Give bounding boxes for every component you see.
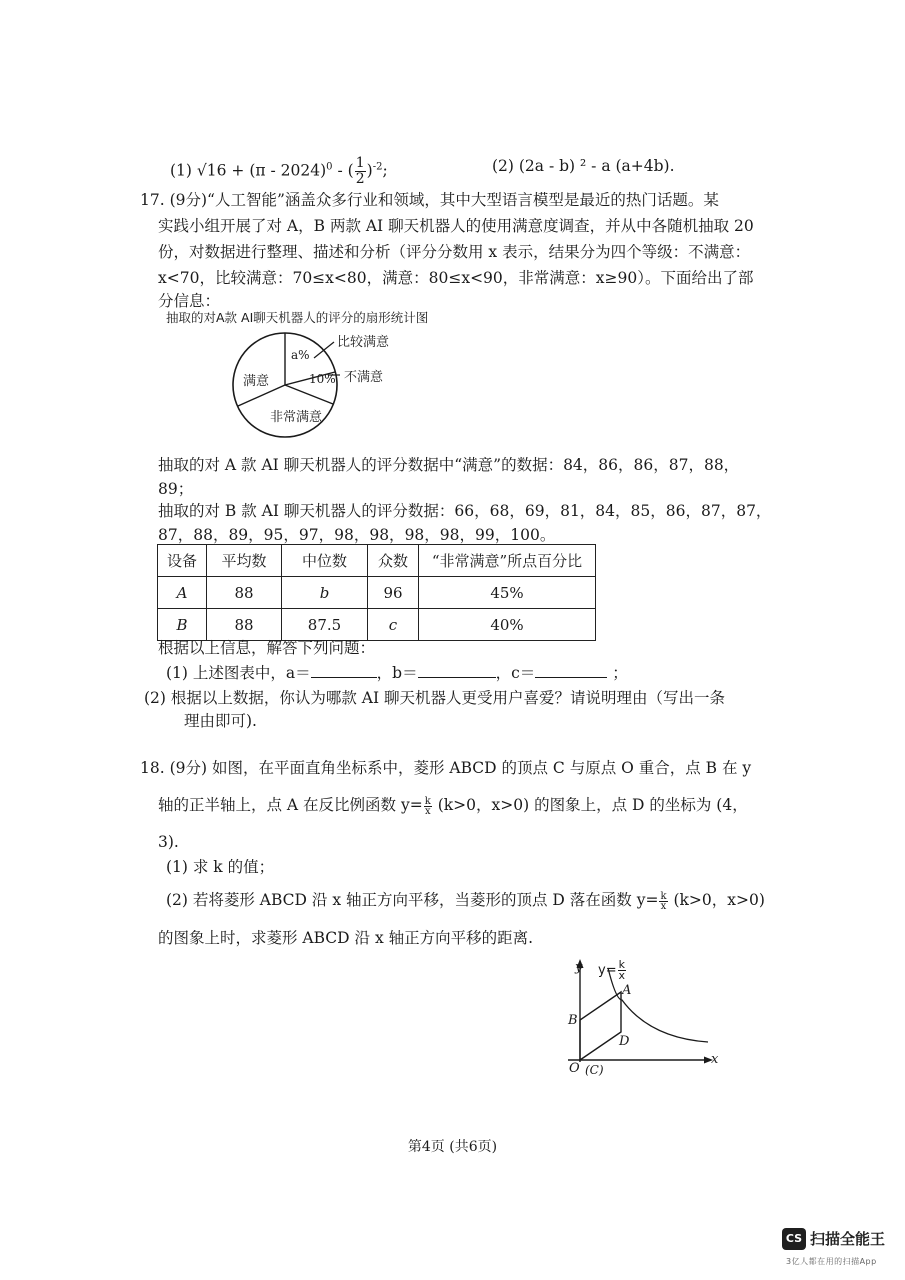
q18-line-3: 3). <box>158 833 179 851</box>
q16-part1-exponent-neg2: -2 <box>372 161 383 173</box>
data-a-line-1: 抽取的对 A 款 AI 聊天机器人的评分数据中“满意”的数据：84，86，86，87，88， <box>158 456 740 474</box>
answer-blank-c[interactable] <box>535 661 607 678</box>
answer-blank-b[interactable] <box>418 661 496 678</box>
inverse-function-fraction <box>424 797 432 816</box>
table-header: 平均数 <box>207 545 282 577</box>
q18-part2-end: (k>0，x>0) <box>673 891 765 909</box>
q16-part1-label: (1) <box>170 161 192 180</box>
q18-line-2 <box>158 795 748 816</box>
q16-part1-exponent-zero: 0 <box>326 161 333 173</box>
graph-point-b: B <box>568 1013 578 1028</box>
table-cell: 45% <box>419 577 596 609</box>
fraction-numerator: k <box>660 890 667 902</box>
q17-after-table: 根据以上信息，解答下列问题： <box>158 639 376 657</box>
inverse-function-fraction <box>659 892 667 911</box>
table-cell: 87.5 <box>282 609 368 641</box>
pie-label-a-percent: a% <box>291 348 310 362</box>
data-b-line-1: 抽取的对 B 款 AI 聊天机器人的评分数据：66，68，69，81，84，85，86，87，87， <box>158 502 772 520</box>
q17-line-3: 份，对数据进行整理、描述和分析（评分分数用 x 表示，结果分为四个等级：不满意： <box>158 243 751 261</box>
table-row <box>158 609 596 641</box>
answer-blank-a[interactable] <box>311 661 377 678</box>
q16-part2: (2) (2a - b) ² - a (a+4b). <box>492 157 675 175</box>
pie-label-comparatively-satisfied: 比较满意 <box>337 335 390 350</box>
data-a-line-2: 89； <box>158 480 194 498</box>
q18-part2-line-1 <box>166 890 765 911</box>
table-header: 设备 <box>158 545 207 577</box>
table-header: “非常满意”所点百分比 <box>419 545 596 577</box>
q17-line-2: 实践小组开展了对 A，B 两款 AI 聊天机器人的使用满意度调查，并从中各随机抽取 20 <box>158 217 754 235</box>
q17-part1-end: ； <box>612 664 628 682</box>
pie-divider-lower-right <box>285 385 333 404</box>
q17-line-5: 分信息： <box>158 292 221 310</box>
table-header: 中位数 <box>282 545 368 577</box>
q16-frac-num: 1 <box>355 155 365 171</box>
rhombus-abcd <box>580 992 621 1060</box>
table-header: 众数 <box>368 545 419 577</box>
q16-part1: (1) √16 + (π - 2024)$^0$ - ( $\frac{1}{2}$ )$^{-2}$; <box>170 155 388 187</box>
graph-point-c: (C) <box>585 1063 604 1077</box>
q17-part1-c-label: ，c＝ <box>495 664 536 682</box>
q18-line-2-start: 轴的正半轴上，点 A 在反比例函数 y= <box>158 796 423 814</box>
scanner-app-name: 扫描全能王 <box>810 1230 886 1248</box>
table-cell: 40% <box>419 609 596 641</box>
graph-function-label <box>598 960 627 981</box>
graph-fraction-denominator: x <box>618 969 626 982</box>
q17-part1-b-label: ，b＝ <box>376 664 418 682</box>
scanner-app-tagline: 3亿人都在用的扫描App <box>786 1257 877 1266</box>
fraction-denominator: x <box>424 805 431 817</box>
q16-frac-den: 2 <box>355 171 365 187</box>
table-cell: 88 <box>207 609 282 641</box>
graph-point-a: A <box>622 983 632 998</box>
fraction-denominator: x <box>660 900 667 912</box>
pie-label-ten-percent: 10% <box>309 372 336 386</box>
graph-fraction-numerator: k <box>618 958 625 971</box>
q17-line-4: x<70，比较满意：70≤x<80，满意：80≤x<90，非常满意：x≥90）。下面给出了部 <box>158 269 754 287</box>
page-footer: 第4页 (共6页) <box>407 1139 498 1155</box>
q17-part2-line-2: 理由即可). <box>184 712 257 730</box>
table-cell: 96 <box>368 577 419 609</box>
pie-label-satisfied: 满意 <box>243 374 270 389</box>
q17-part1-a-label: a＝ <box>285 664 311 682</box>
pie-label-very-satisfied: 非常满意 <box>270 410 323 425</box>
q18-part2-start: (2) 若将菱形 ABCD 沿 x 轴正方向平移，当菱形的顶点 D 落在函数 y= <box>166 891 659 909</box>
q17-part2-line-1: (2) 根据以上数据，你认为哪款 AI 聊天机器人更受用户喜爱？请说明理由（写出一条 <box>144 689 726 707</box>
fraction-numerator: k <box>424 795 431 807</box>
q17-part1-prefix: (1) 上述图表中， <box>166 664 286 682</box>
pie-chart-title: 抽取的对A款 AI聊天机器人的评分的扇形统计图 <box>166 310 429 325</box>
graph-function-prefix: y= <box>598 963 617 978</box>
q17-line-1: 17. (9分)“人工智能”涵盖众多行业和领域，其中大型语言模型是最近的热门话题。某 <box>140 191 719 209</box>
q17-part1 <box>166 661 628 683</box>
q16-part1-expression: √16 + (π - 2024) <box>196 161 327 180</box>
pie-label-unsatisfied: 不满意 <box>344 370 384 385</box>
q18-line-2-end: (k>0，x>0) 的图象上，点 D 的坐标为 (4， <box>437 796 748 814</box>
q18-part1: (1) 求 k 的值； <box>166 858 275 876</box>
coordinate-graph <box>560 950 730 1080</box>
q16-part1-fraction <box>355 156 366 187</box>
table-row <box>158 577 596 609</box>
table-cell: B <box>158 609 207 641</box>
graph-function-fraction <box>618 960 626 981</box>
table-cell: c <box>368 609 419 641</box>
table-header-row <box>158 545 596 577</box>
table-cell: 88 <box>207 577 282 609</box>
q16-part1-minus: - <box>337 161 343 180</box>
graph-x-label: x <box>711 1052 719 1067</box>
q18-line-1: 18. (9分) 如图，在平面直角坐标系中，菱形 ABCD 的顶点 C 与原点 O 重合，点 B 在 y <box>140 759 752 777</box>
graph-y-label: y <box>575 960 583 975</box>
q16-part1-end: ; <box>382 161 388 180</box>
graph-point-d: D <box>619 1034 630 1049</box>
scanner-logo-icon: CS <box>782 1228 806 1250</box>
data-b-line-2: 87，88，89，95，97，98，98，98，98，99，100。 <box>158 526 556 544</box>
graph-point-o: O <box>569 1061 580 1076</box>
stats-table <box>157 544 596 641</box>
table-cell: A <box>158 577 207 609</box>
q18-part2-line-2: 的图象上时，求菱形 ABCD 沿 x 轴正方向平移的距离. <box>158 929 534 947</box>
table-cell: b <box>282 577 368 609</box>
